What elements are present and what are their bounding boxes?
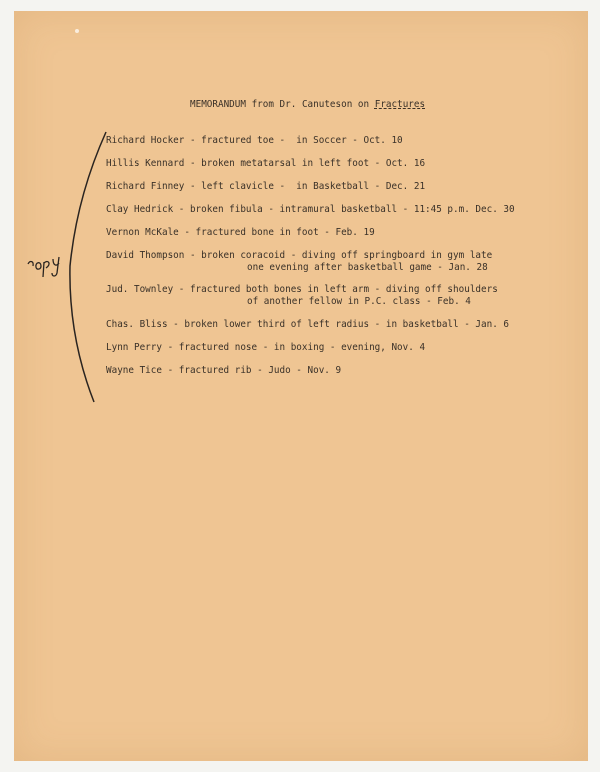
entry-line: David Thompson - broken coracoid - diving off springboard in gym late xyxy=(106,250,493,261)
entry-line: Lynn Perry - fractured nose - in boxing - evening, Nov. 4 xyxy=(106,342,426,353)
handwritten-bracket-annotation xyxy=(14,11,588,761)
entry-line: Jud. Townley - fractured both bones in left arm - diving off shoulders xyxy=(106,284,498,295)
entry-line: Richard Finney - left clavicle - in Basketball - Dec. 21 xyxy=(106,181,426,192)
entry-line: Richard Hocker - fractured toe - in Soccer - Oct. 10 xyxy=(106,135,403,146)
memo-page xyxy=(14,11,588,761)
margin-bracket-stroke xyxy=(70,132,106,402)
entry-line: Clay Hedrick - broken fibula - intramural basketball - 11:45 p.m. Dec. 30 xyxy=(106,204,515,215)
entry-continuation: one evening after basketball game - Jan. 28 xyxy=(247,262,488,273)
entry-line: Vernon McKale - fractured bone in foot - Feb. 19 xyxy=(106,227,375,238)
entry-line: Wayne Tice - fractured rib - Judo - Nov. 9 xyxy=(106,365,342,376)
entry-line: Hillis Kennard - broken metatarsal in left foot - Oct. 16 xyxy=(106,158,426,169)
memo-title-subject: Fractures xyxy=(374,99,426,110)
memo-title-prefix: MEMORANDUM from Dr. Canuteson on xyxy=(190,99,375,110)
entry-line: Chas. Bliss - broken lower third of left radius - in basketball - Jan. 6 xyxy=(106,319,509,330)
margin-note-copy xyxy=(28,257,59,277)
entry-continuation: of another fellow in P.C. class - Feb. 4 xyxy=(247,296,471,307)
